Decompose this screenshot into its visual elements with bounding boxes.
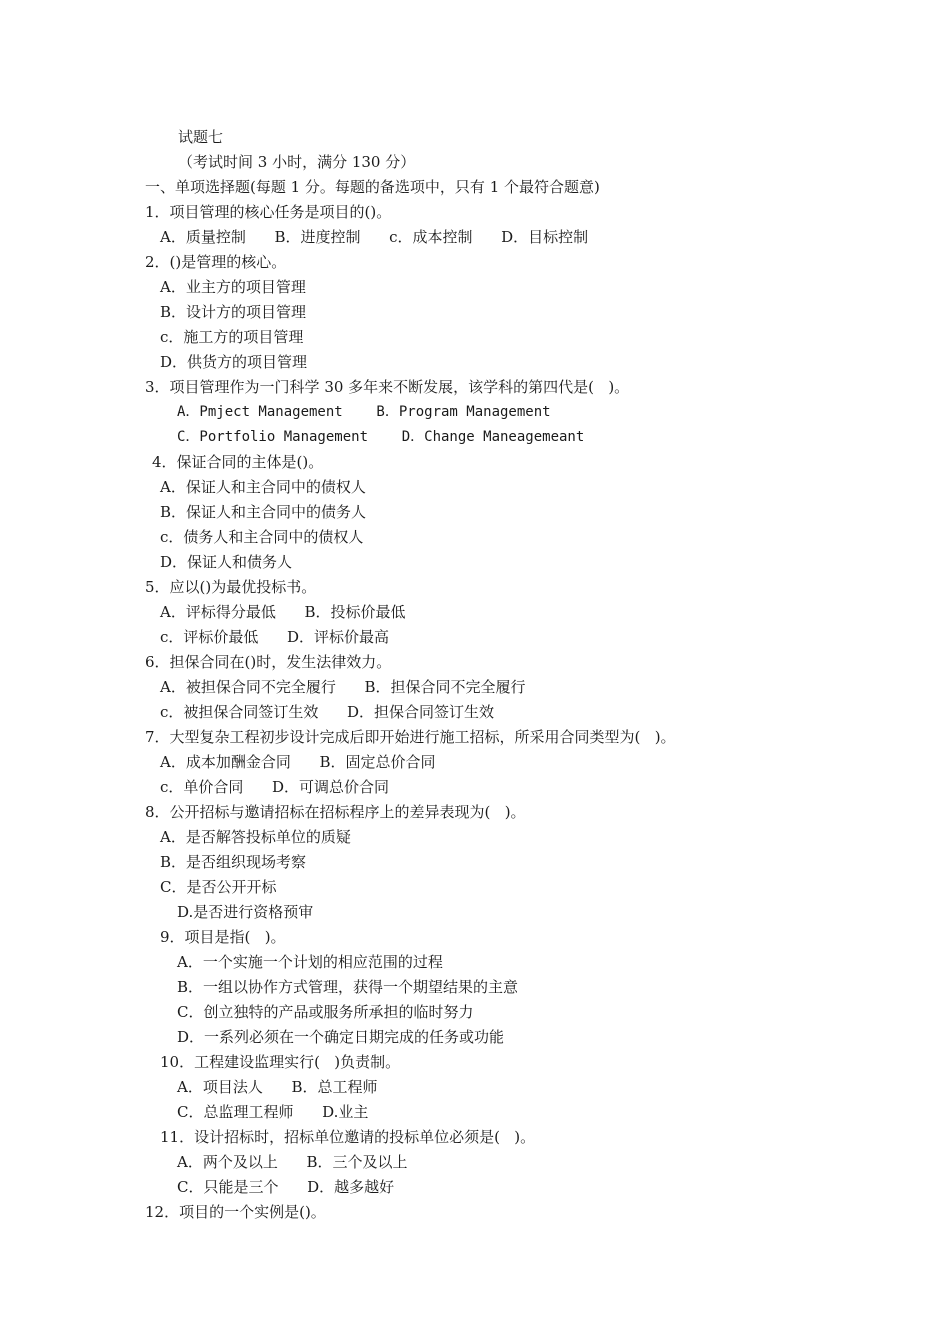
question-4: 4．保证合同的主体是()。	[152, 453, 324, 471]
question-9-option-d: D．一系列必须在一个确定日期完成的任务或功能	[177, 1028, 505, 1046]
question-11-options-cd: C．只能是三个 D．越多越好	[177, 1178, 395, 1196]
question-5-options-ab: A．评标得分最低 B．投标价最低	[160, 603, 406, 621]
question-4-option-c: c．债务人和主合同中的债权人	[160, 528, 364, 546]
question-2: 2．()是管理的核心。	[145, 253, 287, 271]
question-2-option-d: D．供货方的项目管理	[160, 353, 308, 371]
exam-subtitle: （考试时间 3 小时，满分 130 分）	[178, 153, 416, 171]
question-6-options-cd: c．被担保合同签订生效 D．担保合同签订生效	[160, 703, 495, 721]
exam-title: 试题七	[178, 128, 224, 146]
question-2-option-a: A．业主方的项目管理	[160, 278, 306, 296]
question-10-options-ab: A．项目法人 B．总工程师	[177, 1078, 378, 1096]
question-5-options-cd: c．评标价最低 D．评标价最高	[160, 628, 390, 646]
question-9-option-b: B．一组以协作方式管理，获得一个期望结果的主意	[177, 978, 519, 996]
question-7-options-ab: A．成本加酬金合同 B．固定总价合同	[160, 753, 436, 771]
question-3-options-ab: A．Pmject Management B．Program Management	[177, 404, 551, 420]
question-7: 7．大型复杂工程初步设计完成后即开始进行施工招标，所采用合同类型为( )。	[145, 728, 676, 746]
question-3: 3．项目管理作为一门科学 30 多年来不断发展，该学科的第四代是( )。	[145, 378, 630, 396]
question-11-options-ab: A．两个及以上 B．三个及以上	[177, 1153, 408, 1171]
question-6: 6．担保合同在()时，发生法律效力。	[145, 653, 392, 671]
question-9-option-c: C．创立独特的产品或服务所承担的临时努力	[177, 1003, 474, 1021]
question-8-option-a: A．是否解答投标单位的质疑	[160, 828, 351, 846]
question-9-option-a: A．一个实施一个计划的相应范围的过程	[177, 953, 443, 971]
question-8-option-b: B．是否组织现场考察	[160, 853, 307, 871]
question-10-options-cd: C．总监理工程师 D.业主	[177, 1103, 369, 1121]
question-1-options: A．质量控制 B．进度控制 c．成本控制 D．目标控制	[160, 228, 589, 246]
question-8-option-c: C．是否公开开标	[160, 878, 277, 896]
question-8-option-d: D.是否进行资格预审	[177, 903, 314, 921]
question-4-option-a: A．保证人和主合同中的债权人	[160, 478, 366, 496]
question-4-option-d: D．保证人和债务人	[160, 553, 293, 571]
question-2-option-b: B．设计方的项目管理	[160, 303, 307, 321]
question-2-option-c: c．施工方的项目管理	[160, 328, 304, 346]
question-4-option-b: B．保证人和主合同中的债务人	[160, 503, 367, 521]
question-11: 11．设计招标时，招标单位邀请的投标单位必须是( )。	[160, 1128, 536, 1146]
question-12: 12．项目的一个实例是()。	[145, 1203, 326, 1221]
question-7-options-cd: c．单价合同 D．可调总价合同	[160, 778, 390, 796]
section-heading: 一、单项选择题(每题 1 分。每题的备选项中，只有 1 个最符合题意)	[145, 178, 600, 196]
question-5: 5．应以()为最优投标书。	[145, 578, 317, 596]
question-8: 8．公开招标与邀请招标在招标程序上的差异表现为( )。	[145, 803, 526, 821]
question-9: 9．项目是指( )。	[160, 928, 286, 946]
question-1: 1．项目管理的核心任务是项目的()。	[145, 203, 392, 221]
question-6-options-ab: A．被担保合同不完全履行 B．担保合同不完全履行	[160, 678, 526, 696]
question-3-options-cd: C．Portfolio Management D．Change Maneagemeant	[177, 429, 585, 445]
question-10: 10．工程建设监理实行( )负责制。	[160, 1053, 401, 1071]
